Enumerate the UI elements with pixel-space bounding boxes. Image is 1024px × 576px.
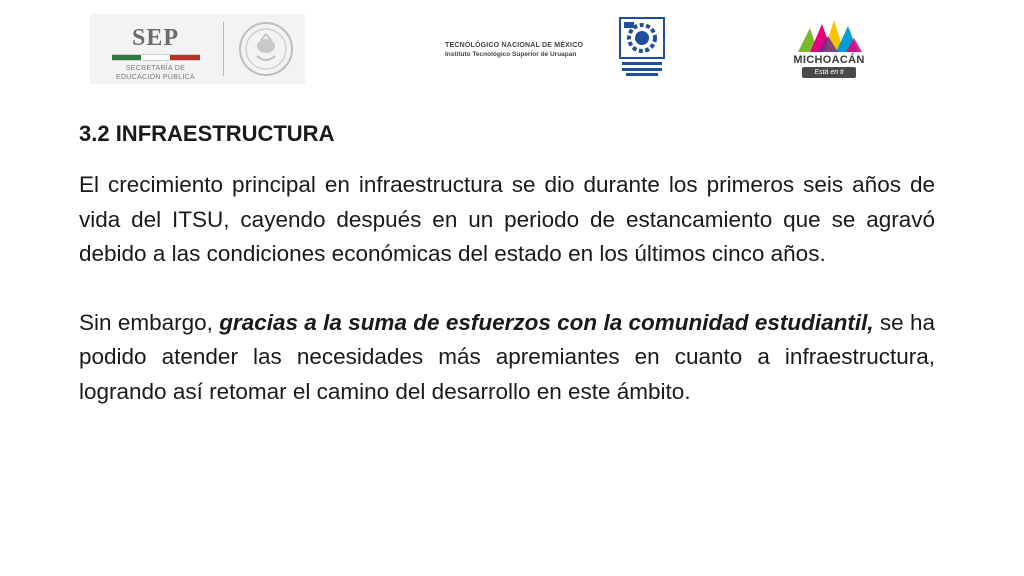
- paragraph-efforts-emphasis: gracias a la suma de esfuerzos con la comunidad estudiantil,: [219, 309, 874, 335]
- national-seal-icon: [237, 20, 295, 78]
- sep-subtitle-line2: EDUCACIÓN PÚBLICA: [115, 74, 195, 81]
- paragraph-efforts-rest: se ha podido atender las necesidades más apremiantes en cuanto a infraestructura, logrando así retomar el camino del desarrollo en este ámbito.: [79, 309, 936, 404]
- header-logos: [0, 0, 1024, 100]
- sep-divider: [223, 22, 224, 76]
- section-title: 3.2 INFRAESTRUCTURA: [79, 121, 335, 146]
- slide-content: [79, 120, 935, 409]
- sep-flag-bar: [112, 54, 200, 61]
- michoacan-logo: [788, 20, 870, 82]
- sep-logo: [108, 26, 203, 82]
- michoacan-tagline: Está en ti: [802, 67, 856, 78]
- sep-wordmark: SEP: [131, 25, 179, 51]
- paragraph-efforts-intro: Sin embargo,: [79, 309, 220, 335]
- paragraph-growth: El crecimiento principal en infraestructura se dio durante los primeros seis años de vida del ITSU, cayendo después en un periodo de estancamiento que se agravó debido a las condiciones económicas del estado en los últimos cinco años.: [79, 172, 935, 266]
- michoacan-shapes-icon: [788, 20, 870, 54]
- tecnm-institute: Instituto Tecnológico Superior de Uruapan: [445, 51, 577, 58]
- itsu-logo-icon: [618, 16, 666, 78]
- paragraph-efforts: [79, 306, 935, 410]
- tecnm-name: TECNOLÓGICO NACIONAL DE MÉXICO: [445, 42, 584, 49]
- sep-subtitle-line1: SECRETARÍA DE: [125, 65, 186, 72]
- sep-logo-block: [90, 14, 305, 84]
- michoacan-name: MICHOACÁN: [793, 54, 865, 66]
- tecnm-logo: [445, 41, 610, 59]
